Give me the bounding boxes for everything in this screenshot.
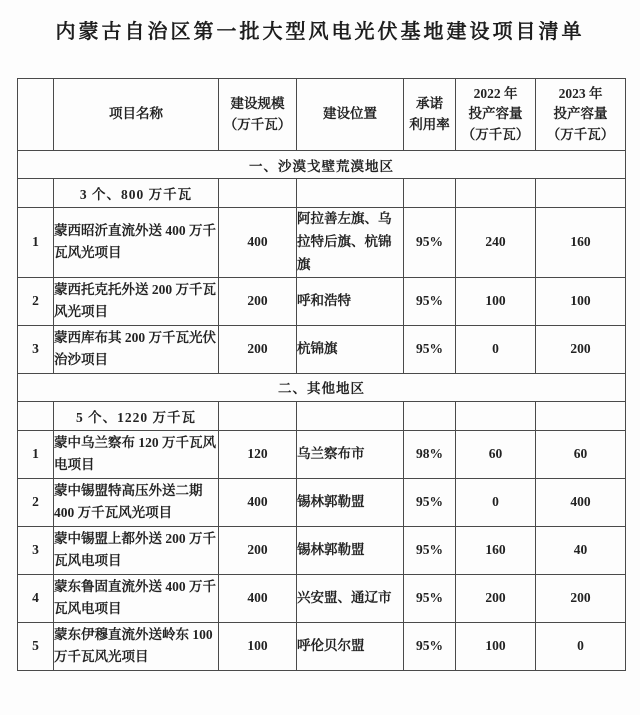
col-header-capacity-2023: 2023 年 投产容量 （万千瓦） xyxy=(536,79,626,151)
cell-capacity-2022: 200 xyxy=(456,574,536,622)
cell-capacity-2022: 0 xyxy=(456,325,536,373)
cell-capacity-2022: 160 xyxy=(456,526,536,574)
cell-location: 锡林郭勒盟 xyxy=(297,478,404,526)
cell-empty xyxy=(536,401,626,430)
cell-utilization: 95% xyxy=(404,208,456,278)
cell-scale: 200 xyxy=(219,526,297,574)
cell-index: 2 xyxy=(18,478,54,526)
cell-index: 1 xyxy=(18,430,54,478)
cell-capacity-2023: 200 xyxy=(536,574,626,622)
cell-project-name: 蒙中乌兰察布 120 万千瓦风电项目 xyxy=(54,430,219,478)
project-row xyxy=(18,208,626,278)
cell-project-name: 蒙东伊穆直流外送岭东 100 万千瓦风光项目 xyxy=(54,622,219,670)
cell-empty xyxy=(456,179,536,208)
cell-capacity-2022: 240 xyxy=(456,208,536,278)
cell-empty xyxy=(18,401,54,430)
cell-location: 杭锦旗 xyxy=(297,325,404,373)
cell-capacity-2022: 100 xyxy=(456,622,536,670)
cell-location: 乌兰察布市 xyxy=(297,430,404,478)
section-title: 一、沙漠戈壁荒漠地区 xyxy=(18,151,626,179)
section-summary-row xyxy=(18,401,626,430)
section-summary-row xyxy=(18,179,626,208)
cell-location: 呼伦贝尔盟 xyxy=(297,622,404,670)
page-title: 内蒙古自治区第一批大型风电光伏基地建设项目清单 xyxy=(55,21,585,43)
cell-empty xyxy=(297,179,404,208)
project-row xyxy=(18,325,626,373)
cell-capacity-2023: 40 xyxy=(536,526,626,574)
cell-location: 呼和浩特 xyxy=(297,277,404,325)
project-row xyxy=(18,622,626,670)
table-header-row xyxy=(18,79,626,151)
cell-utilization: 95% xyxy=(404,526,456,574)
cell-project-name: 蒙中锡盟特高压外送二期 400 万千瓦风光项目 xyxy=(54,478,219,526)
cell-capacity-2023: 0 xyxy=(536,622,626,670)
cell-capacity-2022: 60 xyxy=(456,430,536,478)
cell-empty xyxy=(219,401,297,430)
section-title: 二、其他地区 xyxy=(18,373,626,401)
cell-capacity-2023: 200 xyxy=(536,325,626,373)
cell-scale: 120 xyxy=(219,430,297,478)
cell-utilization: 95% xyxy=(404,574,456,622)
cell-location: 兴安盟、通辽市 xyxy=(297,574,404,622)
project-list-table xyxy=(17,78,626,671)
cell-location: 阿拉善左旗、乌拉特后旗、杭锦旗 xyxy=(297,208,404,278)
cell-empty xyxy=(404,179,456,208)
cell-scale: 100 xyxy=(219,622,297,670)
cell-index: 2 xyxy=(18,277,54,325)
cell-empty xyxy=(404,401,456,430)
cell-utilization: 95% xyxy=(404,325,456,373)
col-header-location-label: 建设位置 xyxy=(323,106,377,122)
section-summary: 5 个、1220 万千瓦 xyxy=(54,401,219,430)
cell-capacity-2023: 400 xyxy=(536,478,626,526)
cell-project-name: 蒙西托克托外送 200 万千瓦风光项目 xyxy=(54,277,219,325)
cell-empty xyxy=(297,401,404,430)
cell-capacity-2022: 0 xyxy=(456,478,536,526)
cell-index: 4 xyxy=(18,574,54,622)
cell-empty xyxy=(18,179,54,208)
cell-index: 1 xyxy=(18,208,54,278)
cell-scale: 400 xyxy=(219,208,297,278)
cell-project-name: 蒙西库布其 200 万千瓦光伏治沙项目 xyxy=(54,325,219,373)
cell-project-name: 蒙东鲁固直流外送 400 万千瓦风电项目 xyxy=(54,574,219,622)
cell-capacity-2022: 100 xyxy=(456,277,536,325)
cell-empty xyxy=(219,179,297,208)
project-row xyxy=(18,478,626,526)
cell-utilization: 95% xyxy=(404,277,456,325)
col-header-index xyxy=(18,79,54,151)
col-header-scale: 建设规模 （万千瓦） xyxy=(219,79,297,151)
section-header-row xyxy=(18,373,626,401)
cell-empty xyxy=(456,401,536,430)
cell-utilization: 98% xyxy=(404,430,456,478)
project-row xyxy=(18,277,626,325)
cell-capacity-2023: 160 xyxy=(536,208,626,278)
cell-empty xyxy=(536,179,626,208)
col-header-utilization: 承诺 利用率 xyxy=(404,79,456,151)
project-row xyxy=(18,526,626,574)
section-header-row xyxy=(18,151,626,179)
cell-index: 3 xyxy=(18,526,54,574)
col-header-project-name xyxy=(54,79,219,151)
cell-location: 锡林郭勒盟 xyxy=(297,526,404,574)
cell-project-name: 蒙西昭沂直流外送 400 万千瓦风光项目 xyxy=(54,208,219,278)
section-summary: 3 个、800 万千瓦 xyxy=(54,179,219,208)
cell-capacity-2023: 100 xyxy=(536,277,626,325)
cell-index: 5 xyxy=(18,622,54,670)
col-header-location xyxy=(297,79,404,151)
cell-scale: 400 xyxy=(219,574,297,622)
cell-project-name: 蒙中锡盟上都外送 200 万千瓦风电项目 xyxy=(54,526,219,574)
project-row xyxy=(18,574,626,622)
cell-index: 3 xyxy=(18,325,54,373)
cell-utilization: 95% xyxy=(404,622,456,670)
col-header-capacity-2022: 2022 年 投产容量 （万千瓦） xyxy=(456,79,536,151)
cell-scale: 200 xyxy=(219,277,297,325)
cell-scale: 400 xyxy=(219,478,297,526)
col-header-project-name-label: 项目名称 xyxy=(109,106,163,122)
cell-utilization: 95% xyxy=(404,478,456,526)
cell-capacity-2023: 60 xyxy=(536,430,626,478)
cell-scale: 200 xyxy=(219,325,297,373)
project-row xyxy=(18,430,626,478)
